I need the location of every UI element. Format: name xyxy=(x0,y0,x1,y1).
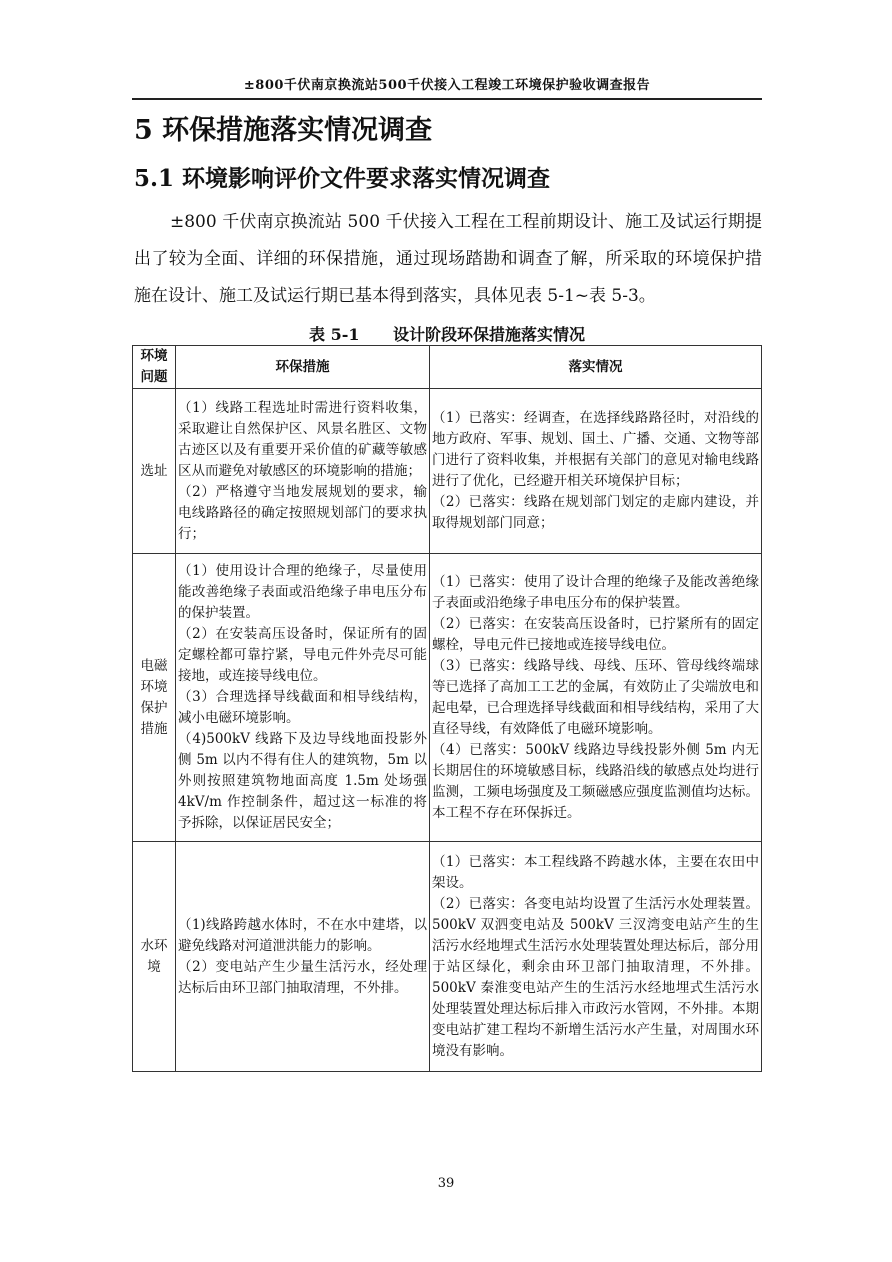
table-row xyxy=(133,389,762,554)
measure-item: （1）使用设计合理的绝缘子，尽量使用能改善绝缘子表面或沿绝缘子串电压分布的保护装置。 xyxy=(178,563,427,621)
measures-cell xyxy=(176,554,430,842)
measure-item: （2）在安装高压设备时，保证所有的固定螺栓都可靠拧紧，导电元件外壳尽可能接地，或连接导线电位。 xyxy=(178,626,427,684)
implementation-cell xyxy=(430,389,762,554)
header-implementation: 落实情况 xyxy=(430,346,762,389)
implementation-item: （2）已落实：线路在规划部门划定的走廊内建设，并取得规划部门同意； xyxy=(432,494,759,531)
measures-cell xyxy=(176,842,430,1072)
implementation-item: （1）已落实：使用了设计合理的绝缘子及能改善绝缘子表面或沿绝缘子串电压分布的保护装置。 xyxy=(432,573,759,611)
header-measures: 环保措施 xyxy=(176,346,430,389)
measure-item: （3）合理选择导线截面和相导线结构，减小电磁环境影响。 xyxy=(178,689,427,726)
measure-item: （1)线路跨越水体时，不在水中建塔，以避免线路对河道泄洪能力的影响。 xyxy=(178,916,427,954)
section-heading: 5.1 环境影响评价文件要求落实情况调查 xyxy=(134,165,551,192)
implementation-item: （3）已落实：线路导线、母线、压环、管母线终端球等已选择了高加工工艺的金属，有效防止了尖端放电和起电晕，已合理选择导线截面和相导线结构，采用了大直径导线，有效降低了电磁环境影响。 xyxy=(432,657,759,737)
measure-item: （4)500kV 线路下及边导线地面投影外侧 5m 以内不得有住人的建筑物，5m 以外则按照建筑物地面高度 1.5m 处场强 4kV/m 作控制条件，超过这一标准的将予拆除，以保证居民安全； xyxy=(178,731,427,831)
implementation-item: （2）已落实：各变电站均设置了生活污水处理装置。500kV 双泗变电站及 500kV 三汊湾变电站产生的生活污水经地埋式生活污水处理装置处理达标后，部分用于站区绿化，剩余由环卫部门抽取清理，不外排。500kV 秦淮变电站产生的生活污水经地埋式生活污水处理装置处理达标后排入市政污水管网，不外排。本期变电站扩建工程均不新增生活污水产生量，对周围水环境没有影响。 xyxy=(432,895,759,1059)
page-number: 39 xyxy=(437,1176,455,1191)
issue-cell: 选址 xyxy=(133,389,176,554)
implementation-item: （4）已落实：500kV 线路边导线投影外侧 5m 内无长期居住的环境敏感目标，线路沿线的敏感点处均进行监测，工频电场强度及工频磁感应强度监测值均达标。本工程不存在环保拆迁。 xyxy=(432,741,759,821)
measure-item: （2）变电站产生少量生活污水，经处理达标后由环卫部门抽取清理，不外排。 xyxy=(178,958,427,996)
measure-item: （2）严格遵守当地发展规划的要求，输电线路路径的确定按照规划部门的要求执行； xyxy=(178,483,427,542)
header-divider xyxy=(132,98,762,100)
table-row xyxy=(133,842,762,1072)
issue-cell: 水环境 xyxy=(133,842,176,1072)
header-issue: 环境问题 xyxy=(133,346,176,389)
implementation-item: （1）已落实：本工程线路不跨越水体，主要在农田中架设。 xyxy=(432,853,759,891)
measures-cell xyxy=(176,389,430,554)
measure-item: （1）线路工程选址时需进行资料收集，采取避让自然保护区、风景名胜区、文物古迹区以及有重要开采价值的矿藏等敏感区从而避免对敏感区的环境影响的措施； xyxy=(178,399,427,479)
issue-cell: 电磁环境保护措施 xyxy=(133,554,176,842)
implementation-cell xyxy=(430,554,762,842)
measures-table xyxy=(132,345,762,1072)
implementation-cell xyxy=(430,842,762,1072)
table-caption: 表 5-1 设计阶段环保措施落实情况 xyxy=(309,325,585,344)
table-header-row xyxy=(133,346,762,389)
table-row xyxy=(133,554,762,842)
intro-paragraph: ±800 千伏南京换流站 500 千伏接入工程在工程前期设计、施工及试运行期提出了较为全面、详细的环保措施，通过现场踏勘和调查了解，所采取的环境保护措施在设计、施工及试运行期已基本得到落实，具体见表 5-1~表 5-3。 xyxy=(134,212,762,306)
implementation-item: （1）已落实：经调查，在选择线路路径时，对沿线的地方政府、军事、规划、国土、广播、交通、文物等部门进行了资料收集，并根据有关部门的意见对输电线路进行了优化，已经避开相关环境保护目标； xyxy=(432,410,759,489)
implementation-item: （2）已落实：在安装高压设备时，已拧紧所有的固定螺栓，导电元件已接地或连接导线电位。 xyxy=(432,615,759,653)
chapter-heading: 5 环保措施落实情况调查 xyxy=(134,115,433,146)
running-header-title: ±800千伏南京换流站500千伏接入工程竣工环境保护验收调查报告 xyxy=(243,78,651,93)
